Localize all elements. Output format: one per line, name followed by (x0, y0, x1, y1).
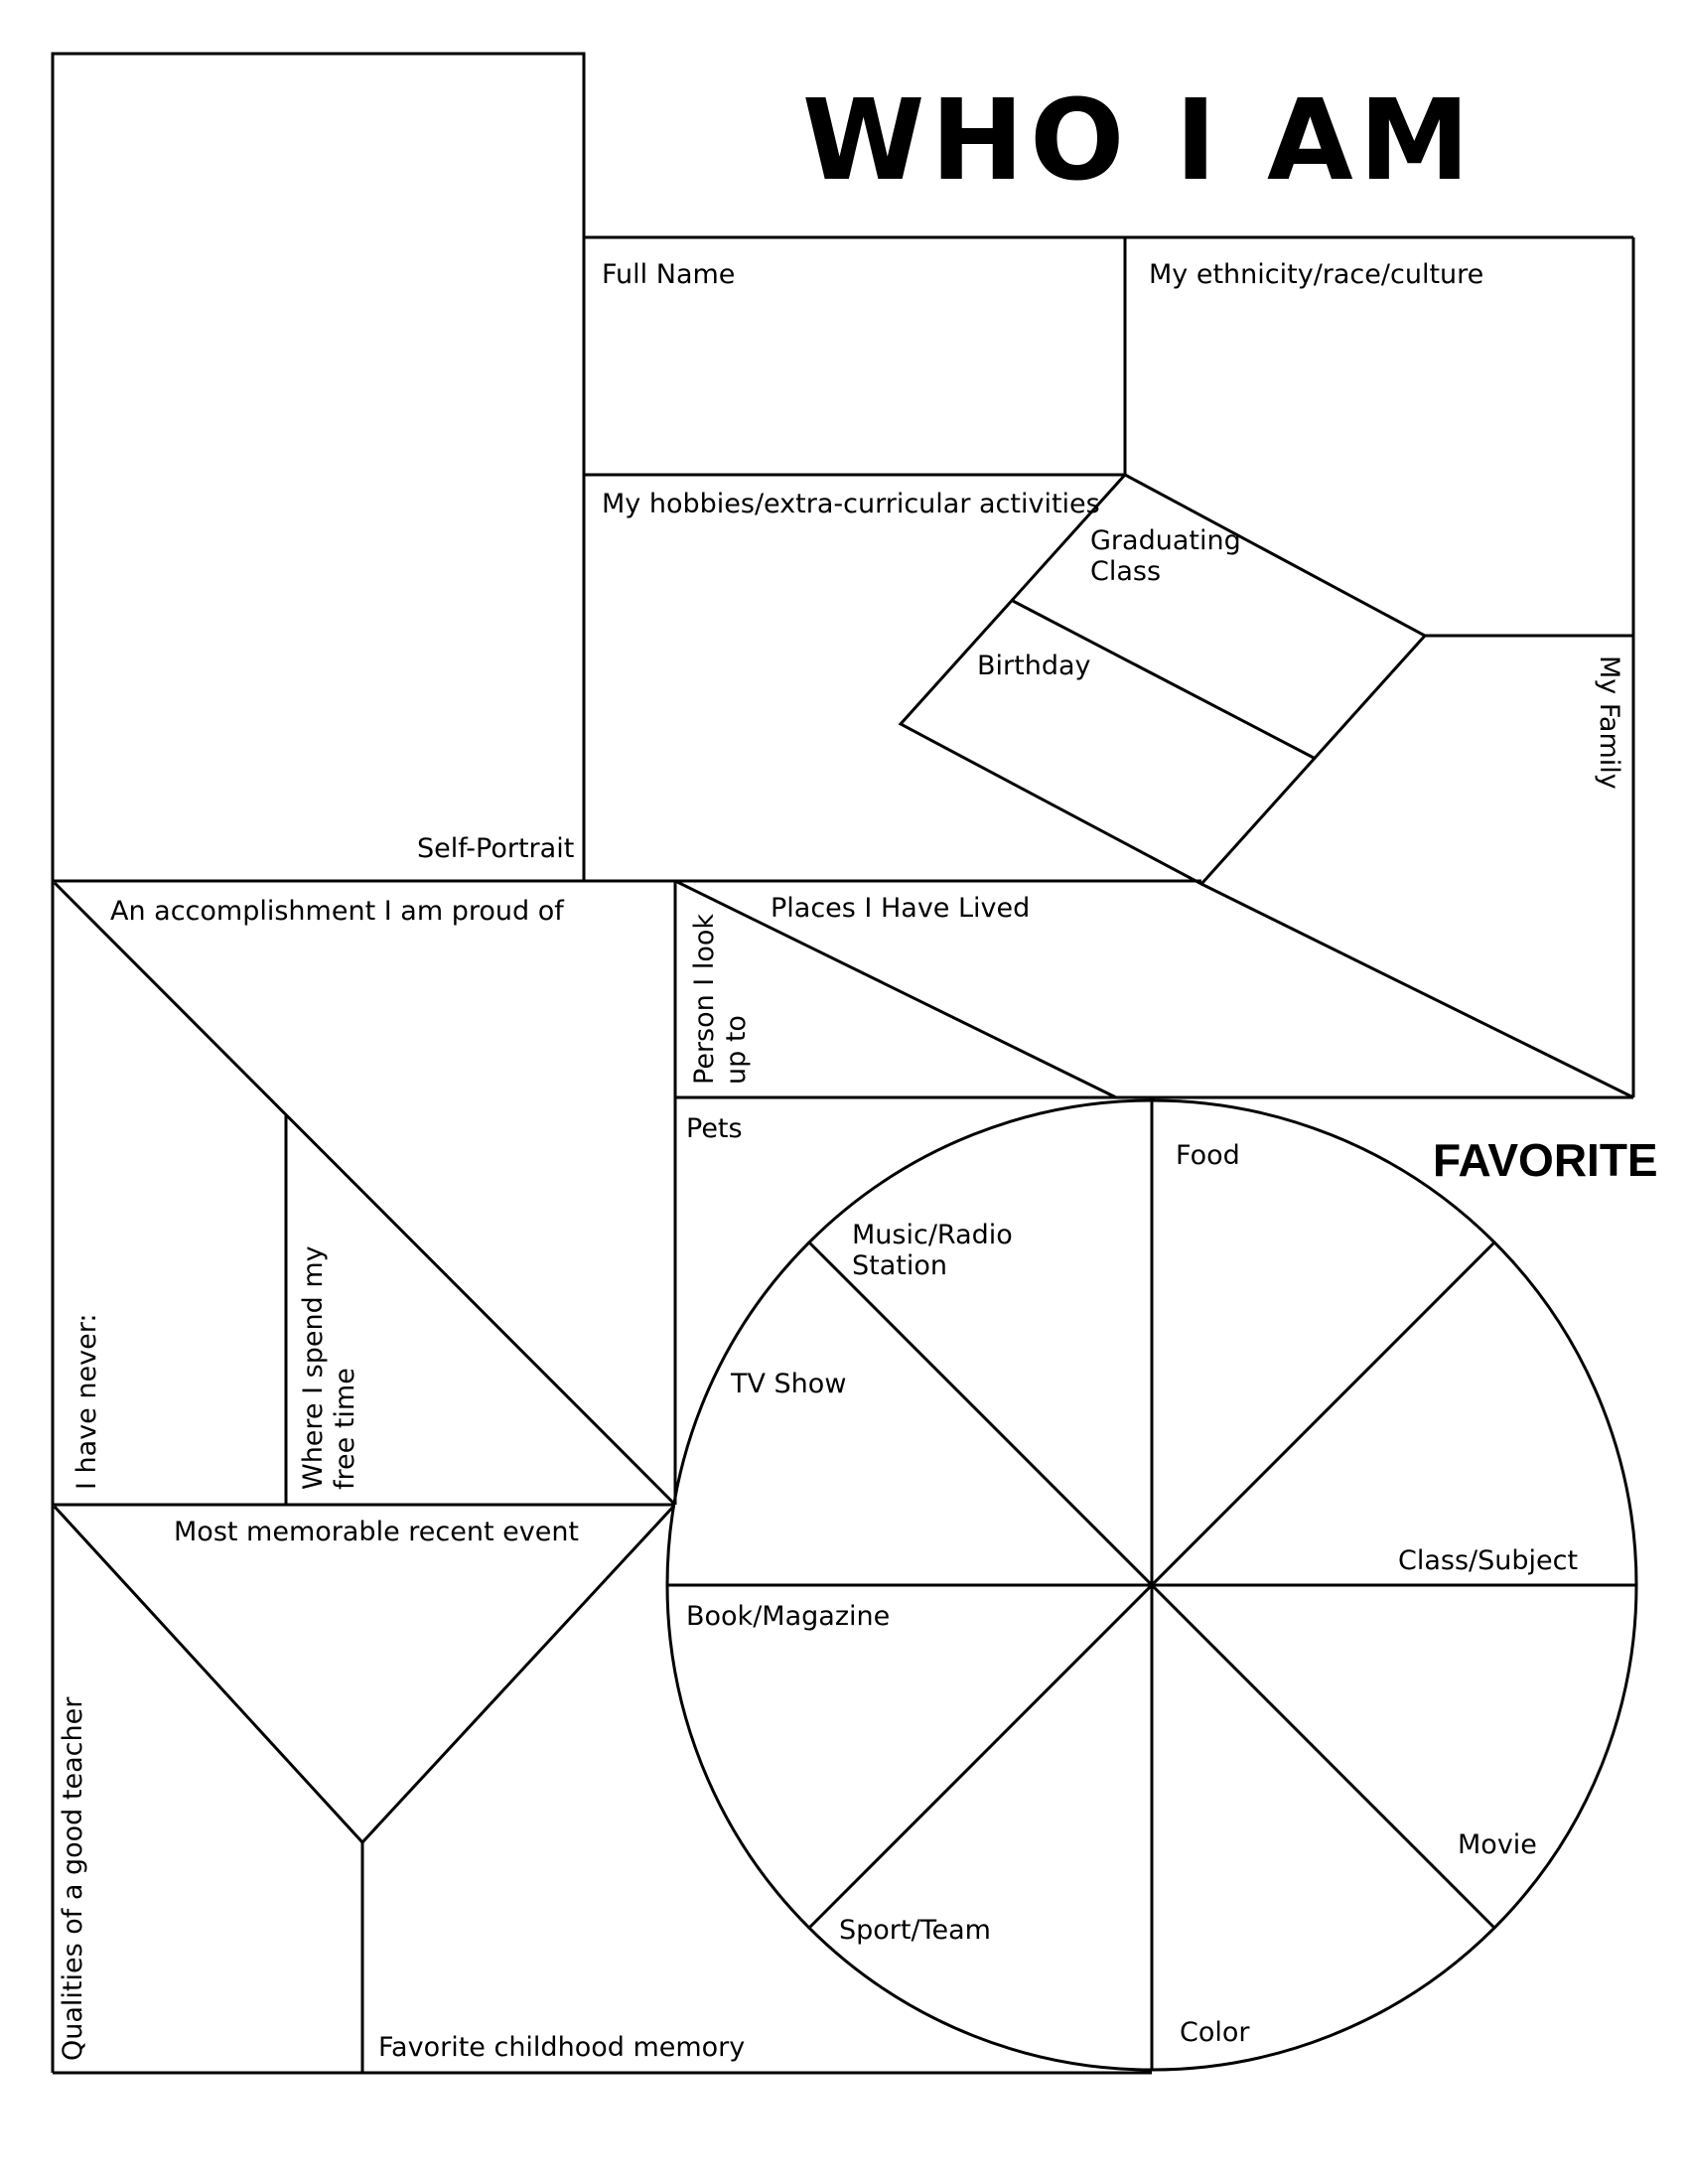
favorite-heading: FAVORITE (1433, 1134, 1658, 1186)
places-lived-label: Places I Have Lived (771, 893, 1031, 924)
pets-label: Pets (686, 1113, 743, 1144)
favorite-music-line-1: Music/Radio (852, 1220, 1013, 1250)
memorable-event-label: Most memorable recent event (174, 1517, 580, 1547)
ethnicity-label: My ethnicity/race/culture (1149, 259, 1484, 290)
graduating-class-line-2: Class (1090, 556, 1162, 587)
favorite-book-magazine-label: Book/Magazine (686, 1601, 891, 1632)
favorite-music-line-2: Station (852, 1250, 947, 1281)
favorite-class-subject-label: Class/Subject (1398, 1545, 1579, 1576)
i-have-never-label: I have never: (71, 1313, 102, 1490)
graduating-class-line-1: Graduating (1090, 525, 1241, 556)
page-title: WHO I AM (801, 76, 1477, 206)
accomplishment-label: An accomplishment I am proud of (110, 896, 564, 927)
birthday-label: Birthday (977, 651, 1091, 681)
favorite-tv-show-label: TV Show (731, 1369, 847, 1399)
full-name-field[interactable] (586, 239, 1123, 473)
free-time-line-1: Where I spend my (298, 1245, 329, 1490)
hobbies-label: My hobbies/extra-curricular activities (602, 489, 1100, 519)
self-portrait-label: Self-Portrait (417, 833, 575, 864)
qualities-teacher-label: Qualities of a good teacher (58, 1696, 88, 2061)
favorite-color-label: Color (1180, 2017, 1250, 2048)
free-time-line-2: free time (330, 1368, 360, 1490)
person-look-up-line-2: up to (721, 1015, 752, 1085)
person-look-up-line-1: Person I look (689, 913, 720, 1085)
favorite-movie-label: Movie (1458, 1829, 1537, 1860)
favorite-food-label: Food (1176, 1140, 1240, 1171)
my-family-label: My Family (1594, 655, 1624, 790)
childhood-memory-label: Favorite childhood memory (378, 2032, 746, 2063)
favorite-sport-team-label: Sport/Team (839, 1915, 991, 1946)
